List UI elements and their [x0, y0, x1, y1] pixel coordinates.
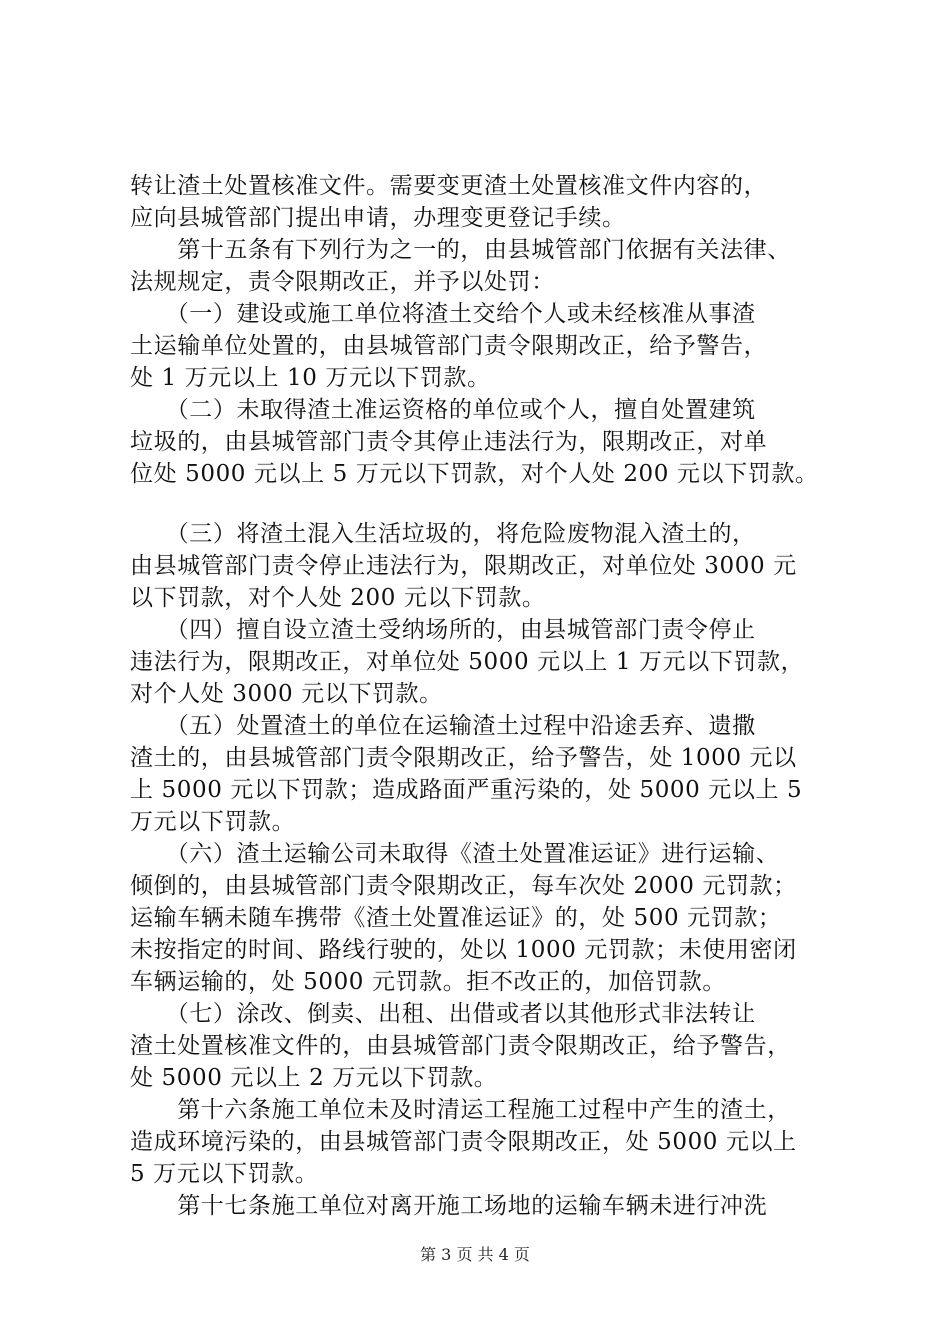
text-line: （六）渣土运输公司未取得《渣土处置准运证》进行运输、 — [130, 841, 780, 867]
body-text — [130, 170, 830, 1222]
paragraph-gap — [130, 490, 830, 518]
page-number-footer: 第 3 页 共 4 页 — [420, 1245, 530, 1264]
text-line: （二）未取得渣土准运资格的单位或个人，擅自处置建筑 — [130, 397, 756, 423]
text-line: 第十六条施工单位未及时清运工程施工过程中产生的渣土， — [130, 1097, 791, 1123]
text-line: 第十七条施工单位对离开施工场地的运输车辆未进行冲洗 — [130, 1193, 768, 1219]
text-line: 由县城管部门责令停止违法行为，限期改正，对单位处 3000 元 — [130, 553, 797, 579]
text-line: 以下罚款，对个人处 200 元以下罚款。 — [130, 585, 546, 611]
text-line: 车辆运输的，处 5000 元罚款。拒不改正的，加倍罚款。 — [130, 969, 726, 995]
text-line: （三）将渣土混入生活垃圾的，将危险废物混入渣土的， — [130, 521, 756, 547]
text-line: 运输车辆未随车携带《渣土处置准运证》的，处 500 元罚款； — [130, 905, 782, 931]
text-line: 转让渣土处置核准文件。需要变更渣土处置核准文件内容的， — [130, 173, 768, 199]
text-line: （四）擅自设立渣土受纳场所的，由县城管部门责令停止 — [130, 617, 756, 643]
text-line: 处 1 万元以上 10 万元以下罚款。 — [130, 365, 491, 391]
text-line: 万元以下罚款。 — [130, 809, 296, 835]
text-line: （一）建设或施工单位将渣土交给个人或未经核准从事渣 — [130, 301, 756, 327]
text-line: 未按指定的时间、路线行驶的，处以 1000 元罚款；未使用密闭 — [130, 937, 797, 963]
text-line: 造成环境污染的，由县城管部门责令限期改正，处 5000 元以上 — [130, 1129, 797, 1155]
text-line: （七）涂改、倒卖、出租、出借或者以其他形式非法转让 — [130, 1001, 756, 1027]
text-line: 渣土处置核准文件的，由县城管部门责令限期改正，给予警告， — [130, 1033, 791, 1059]
text-line: 倾倒的，由县城管部门责令限期改正，每车次处 2000 元罚款； — [130, 873, 797, 899]
text-line: 处 5000 元以上 2 万元以下罚款。 — [130, 1065, 498, 1091]
text-line: 上 5000 元以下罚款；造成路面严重污染的，处 5000 元以上 5 — [130, 777, 803, 803]
text-line: 对个人处 3000 元以下罚款。 — [130, 681, 443, 707]
text-line: 第十五条有下列行为之一的，由县城管部门依据有关法律、 — [130, 237, 791, 263]
text-line: 应向县城管部门提出申请，办理变更登记手续。 — [130, 205, 626, 231]
text-line: 5 万元以下罚款。 — [130, 1161, 319, 1187]
text-line: 违法行为，限期改正，对单位处 5000 元以上 1 万元以下罚款， — [130, 649, 805, 675]
text-line: 位处 5000 元以上 5 万元以下罚款，对个人处 200 元以下罚款。 — [130, 461, 819, 487]
text-line: 垃圾的，由县城管部门责令其停止违法行为，限期改正，对单 — [130, 429, 768, 455]
text-line: （五）处置渣土的单位在运输渣土过程中沿途丢弃、遗撒 — [130, 713, 756, 739]
text-line: 渣土的，由县城管部门责令限期改正，给予警告，处 1000 元以 — [130, 745, 797, 771]
text-line: 法规规定，责令限期改正，并予以处罚： — [130, 269, 555, 295]
text-line: 土运输单位处置的，由县城管部门责令限期改正，给予警告， — [130, 333, 768, 359]
